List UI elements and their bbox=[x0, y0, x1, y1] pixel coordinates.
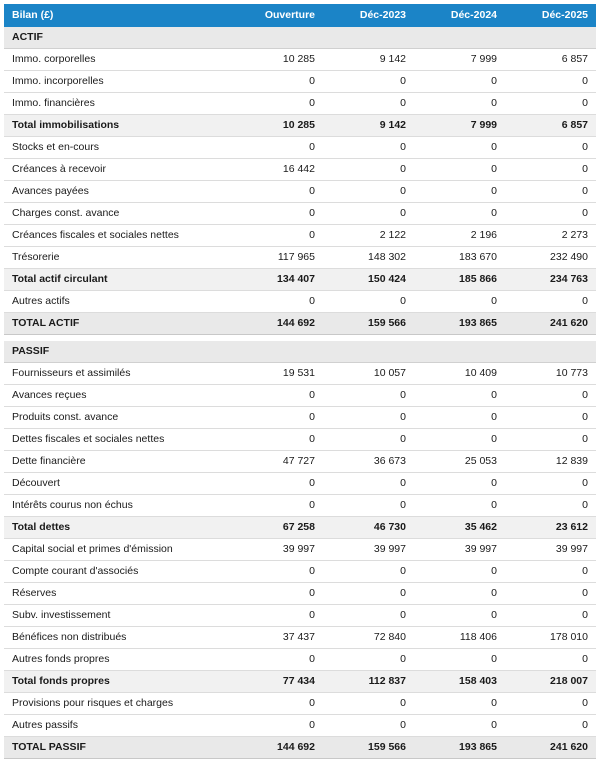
row-value: 0 bbox=[323, 495, 414, 517]
table-row bbox=[4, 93, 596, 115]
row-label: Stocks et en-cours bbox=[4, 137, 232, 159]
row-value: 39 997 bbox=[232, 539, 323, 561]
row-value: 0 bbox=[505, 407, 596, 429]
row-value: 0 bbox=[505, 605, 596, 627]
row-value: 39 997 bbox=[505, 539, 596, 561]
row-value: 0 bbox=[323, 583, 414, 605]
row-value: 0 bbox=[323, 181, 414, 203]
row-value: 150 424 bbox=[323, 269, 414, 291]
row-label: Intérêts courus non échus bbox=[4, 495, 232, 517]
row-value: 0 bbox=[414, 159, 505, 181]
row-value: 0 bbox=[414, 93, 505, 115]
row-value: 0 bbox=[505, 693, 596, 715]
row-value: 0 bbox=[323, 605, 414, 627]
row-label: Charges const. avance bbox=[4, 203, 232, 225]
row-value: 183 670 bbox=[414, 247, 505, 269]
row-value: 0 bbox=[414, 583, 505, 605]
row-value: 0 bbox=[414, 473, 505, 495]
row-value: 0 bbox=[505, 649, 596, 671]
row-value: 0 bbox=[505, 203, 596, 225]
table-header-row bbox=[4, 4, 596, 27]
row-value: 0 bbox=[232, 203, 323, 225]
table-row bbox=[4, 71, 596, 93]
row-value: 25 053 bbox=[414, 451, 505, 473]
row-label: Compte courant d'associés bbox=[4, 561, 232, 583]
row-value bbox=[505, 341, 596, 363]
row-value bbox=[323, 341, 414, 363]
row-label: Dette financière bbox=[4, 451, 232, 473]
table-row bbox=[4, 313, 596, 335]
row-value: 0 bbox=[414, 385, 505, 407]
row-value: 0 bbox=[323, 715, 414, 737]
row-value: 2 196 bbox=[414, 225, 505, 247]
row-label: Total immobilisations bbox=[4, 115, 232, 137]
row-value: 0 bbox=[323, 407, 414, 429]
row-value: 39 997 bbox=[323, 539, 414, 561]
row-value: 12 839 bbox=[505, 451, 596, 473]
row-value: 47 727 bbox=[232, 451, 323, 473]
row-value: 36 673 bbox=[323, 451, 414, 473]
row-value: 0 bbox=[323, 561, 414, 583]
row-value: 0 bbox=[505, 429, 596, 451]
row-label: Immo. corporelles bbox=[4, 49, 232, 71]
column-header-dec-2023: Déc-2023 bbox=[323, 4, 414, 27]
row-label: Fournisseurs et assimilés bbox=[4, 363, 232, 385]
row-value: 112 837 bbox=[323, 671, 414, 693]
row-value: 0 bbox=[414, 561, 505, 583]
table-row bbox=[4, 137, 596, 159]
row-value: 0 bbox=[414, 693, 505, 715]
row-value: 0 bbox=[232, 407, 323, 429]
row-value: 185 866 bbox=[414, 269, 505, 291]
table-row bbox=[4, 715, 596, 737]
row-value: 178 010 bbox=[505, 627, 596, 649]
row-label: Immo. incorporelles bbox=[4, 71, 232, 93]
row-label: Provisions pour risques et charges bbox=[4, 693, 232, 715]
row-value: 10 409 bbox=[414, 363, 505, 385]
row-label: Total actif circulant bbox=[4, 269, 232, 291]
row-label: Subv. investissement bbox=[4, 605, 232, 627]
row-value: 0 bbox=[414, 181, 505, 203]
row-value: 0 bbox=[505, 583, 596, 605]
table-row bbox=[4, 451, 596, 473]
table-row bbox=[4, 203, 596, 225]
row-label: Trésorerie bbox=[4, 247, 232, 269]
row-value: 144 692 bbox=[232, 313, 323, 335]
table-row bbox=[4, 693, 596, 715]
row-value bbox=[414, 27, 505, 49]
row-label: Total fonds propres bbox=[4, 671, 232, 693]
row-value: 148 302 bbox=[323, 247, 414, 269]
row-value: 2 122 bbox=[323, 225, 414, 247]
row-value: 0 bbox=[232, 385, 323, 407]
row-value: 39 997 bbox=[414, 539, 505, 561]
row-label: Autres actifs bbox=[4, 291, 232, 313]
row-value: 72 840 bbox=[323, 627, 414, 649]
table-header bbox=[4, 4, 596, 27]
row-value: 0 bbox=[505, 715, 596, 737]
row-value: 0 bbox=[323, 429, 414, 451]
row-value: 46 730 bbox=[323, 517, 414, 539]
table-row bbox=[4, 539, 596, 561]
row-value: 0 bbox=[414, 649, 505, 671]
row-label: Capital social et primes d'émission bbox=[4, 539, 232, 561]
row-value: 0 bbox=[323, 291, 414, 313]
row-value: 0 bbox=[323, 649, 414, 671]
row-value: 232 490 bbox=[505, 247, 596, 269]
row-value: 0 bbox=[414, 137, 505, 159]
row-value: 0 bbox=[414, 407, 505, 429]
table-row bbox=[4, 247, 596, 269]
row-label: Créances à recevoir bbox=[4, 159, 232, 181]
balance-sheet-table bbox=[4, 4, 596, 759]
row-value: 0 bbox=[323, 473, 414, 495]
row-value: 0 bbox=[505, 71, 596, 93]
row-label: TOTAL ACTIF bbox=[4, 313, 232, 335]
row-value: 6 857 bbox=[505, 49, 596, 71]
row-value: 0 bbox=[505, 93, 596, 115]
row-value: 0 bbox=[414, 291, 505, 313]
row-label: Découvert bbox=[4, 473, 232, 495]
row-label: Avances payées bbox=[4, 181, 232, 203]
row-value: 7 999 bbox=[414, 115, 505, 137]
row-value: 0 bbox=[414, 715, 505, 737]
row-value: 0 bbox=[232, 93, 323, 115]
row-value bbox=[232, 341, 323, 363]
column-header-dec-2025: Déc-2025 bbox=[505, 4, 596, 27]
row-value: 0 bbox=[232, 693, 323, 715]
table-row bbox=[4, 181, 596, 203]
table-row bbox=[4, 583, 596, 605]
row-value: 77 434 bbox=[232, 671, 323, 693]
row-label: Dettes fiscales et sociales nettes bbox=[4, 429, 232, 451]
table-row bbox=[4, 407, 596, 429]
table-row bbox=[4, 517, 596, 539]
row-value: 9 142 bbox=[323, 49, 414, 71]
row-value: 241 620 bbox=[505, 313, 596, 335]
row-value bbox=[414, 341, 505, 363]
row-label: Autres fonds propres bbox=[4, 649, 232, 671]
row-value: 0 bbox=[232, 225, 323, 247]
row-value: 0 bbox=[232, 429, 323, 451]
row-value: 0 bbox=[414, 71, 505, 93]
row-value: 218 007 bbox=[505, 671, 596, 693]
table-row bbox=[4, 49, 596, 71]
table-row bbox=[4, 269, 596, 291]
column-header-ouverture: Ouverture bbox=[232, 4, 323, 27]
row-label: ACTIF bbox=[4, 27, 232, 49]
row-value: 0 bbox=[505, 385, 596, 407]
table-row bbox=[4, 561, 596, 583]
row-value: 67 258 bbox=[232, 517, 323, 539]
table-row bbox=[4, 27, 596, 49]
row-value: 0 bbox=[323, 93, 414, 115]
row-label: Avances reçues bbox=[4, 385, 232, 407]
row-value bbox=[232, 27, 323, 49]
table-row bbox=[4, 429, 596, 451]
row-value: 0 bbox=[414, 429, 505, 451]
row-value: 9 142 bbox=[323, 115, 414, 137]
row-value: 0 bbox=[323, 385, 414, 407]
table-row bbox=[4, 115, 596, 137]
row-label: PASSIF bbox=[4, 341, 232, 363]
row-value bbox=[505, 27, 596, 49]
row-value: 6 857 bbox=[505, 115, 596, 137]
row-value: 0 bbox=[323, 71, 414, 93]
row-value: 0 bbox=[232, 495, 323, 517]
row-value: 117 965 bbox=[232, 247, 323, 269]
row-value: 0 bbox=[232, 473, 323, 495]
table-row bbox=[4, 495, 596, 517]
row-label: Autres passifs bbox=[4, 715, 232, 737]
row-value: 0 bbox=[414, 203, 505, 225]
table-row bbox=[4, 671, 596, 693]
table-row bbox=[4, 341, 596, 363]
table-row bbox=[4, 291, 596, 313]
row-value: 0 bbox=[323, 137, 414, 159]
row-value: 0 bbox=[232, 715, 323, 737]
row-value: 2 273 bbox=[505, 225, 596, 247]
row-value: 118 406 bbox=[414, 627, 505, 649]
row-value: 158 403 bbox=[414, 671, 505, 693]
row-value: 0 bbox=[505, 473, 596, 495]
row-value: 0 bbox=[232, 583, 323, 605]
row-value: 7 999 bbox=[414, 49, 505, 71]
row-value: 0 bbox=[232, 561, 323, 583]
row-value: 0 bbox=[232, 291, 323, 313]
row-label: TOTAL PASSIF bbox=[4, 737, 232, 759]
row-value bbox=[323, 27, 414, 49]
row-value: 37 437 bbox=[232, 627, 323, 649]
row-value: 16 442 bbox=[232, 159, 323, 181]
row-value: 0 bbox=[232, 649, 323, 671]
row-label: Bénéfices non distribués bbox=[4, 627, 232, 649]
row-value: 10 773 bbox=[505, 363, 596, 385]
row-label: Produits const. avance bbox=[4, 407, 232, 429]
row-value: 0 bbox=[414, 495, 505, 517]
row-value: 0 bbox=[232, 71, 323, 93]
table-row bbox=[4, 627, 596, 649]
table-body bbox=[4, 27, 596, 759]
table-row bbox=[4, 605, 596, 627]
row-value: 0 bbox=[505, 495, 596, 517]
row-value: 144 692 bbox=[232, 737, 323, 759]
table-row bbox=[4, 225, 596, 247]
row-value: 0 bbox=[323, 693, 414, 715]
column-header-dec-2024: Déc-2024 bbox=[414, 4, 505, 27]
row-label: Créances fiscales et sociales nettes bbox=[4, 225, 232, 247]
row-value: 0 bbox=[414, 605, 505, 627]
row-value: 0 bbox=[323, 203, 414, 225]
row-value: 0 bbox=[232, 181, 323, 203]
row-value: 241 620 bbox=[505, 737, 596, 759]
row-value: 0 bbox=[232, 137, 323, 159]
table-row bbox=[4, 473, 596, 495]
table-row bbox=[4, 363, 596, 385]
row-value: 0 bbox=[323, 159, 414, 181]
row-value: 10 057 bbox=[323, 363, 414, 385]
row-value: 193 865 bbox=[414, 737, 505, 759]
row-label: Total dettes bbox=[4, 517, 232, 539]
table-row bbox=[4, 649, 596, 671]
table-row bbox=[4, 737, 596, 759]
row-value: 10 285 bbox=[232, 115, 323, 137]
table-row bbox=[4, 385, 596, 407]
column-header-label: Bilan (£) bbox=[4, 4, 232, 27]
row-value: 0 bbox=[232, 605, 323, 627]
row-value: 159 566 bbox=[323, 313, 414, 335]
row-value: 0 bbox=[505, 561, 596, 583]
row-value: 23 612 bbox=[505, 517, 596, 539]
row-value: 0 bbox=[505, 137, 596, 159]
row-value: 159 566 bbox=[323, 737, 414, 759]
row-value: 0 bbox=[505, 159, 596, 181]
table-row bbox=[4, 159, 596, 181]
row-label: Réserves bbox=[4, 583, 232, 605]
row-value: 234 763 bbox=[505, 269, 596, 291]
row-value: 0 bbox=[505, 181, 596, 203]
row-label: Immo. financières bbox=[4, 93, 232, 115]
row-value: 0 bbox=[505, 291, 596, 313]
row-value: 10 285 bbox=[232, 49, 323, 71]
row-value: 19 531 bbox=[232, 363, 323, 385]
row-value: 193 865 bbox=[414, 313, 505, 335]
row-value: 35 462 bbox=[414, 517, 505, 539]
row-value: 134 407 bbox=[232, 269, 323, 291]
